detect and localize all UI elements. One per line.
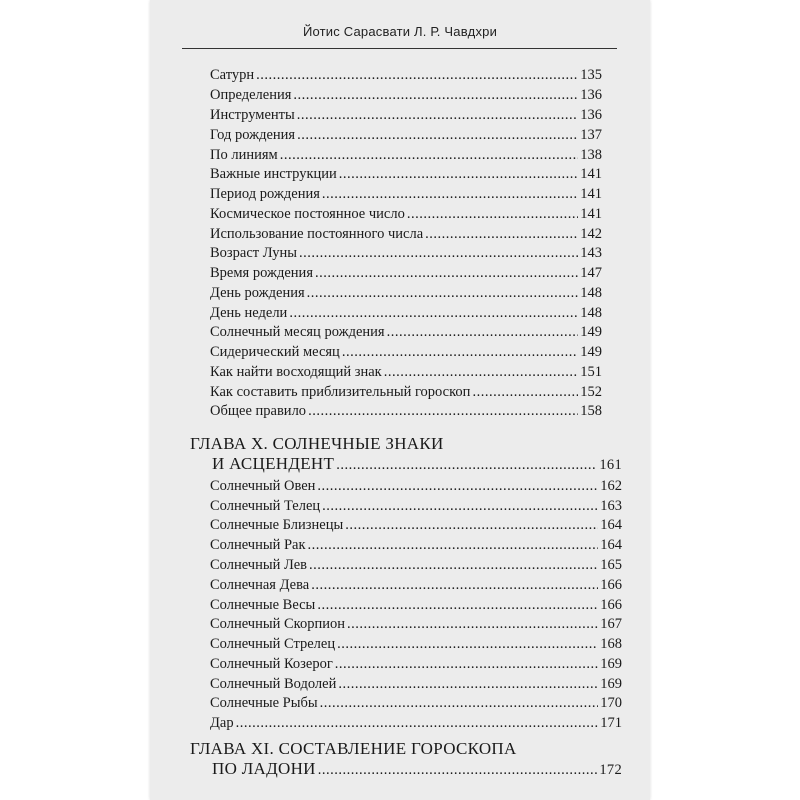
toc-entry xyxy=(210,516,622,535)
leader-dots xyxy=(317,477,598,496)
toc-entry-label: Год рождения xyxy=(210,127,296,143)
toc-entry-page: 170 xyxy=(600,695,622,711)
toc-entry-label: Сидерический месяц xyxy=(210,344,340,360)
toc-entry xyxy=(210,126,602,145)
toc-entry xyxy=(210,477,622,496)
toc-entry-page: 149 xyxy=(580,324,602,340)
toc-entry xyxy=(210,244,602,263)
leader-dots xyxy=(384,363,579,382)
toc-entry xyxy=(210,343,602,362)
leader-dots xyxy=(309,556,598,575)
toc-entry-label: По линиям xyxy=(210,147,278,163)
toc-entry xyxy=(210,66,602,85)
leader-dots xyxy=(342,343,578,362)
toc-entry-page: 164 xyxy=(600,537,622,553)
toc-entry-page: 162 xyxy=(600,478,622,494)
toc-entry xyxy=(210,106,602,125)
toc-entry-label: Солнечные Весы xyxy=(210,597,316,613)
toc-entry xyxy=(210,225,602,244)
toc-entry-page: 151 xyxy=(580,364,602,380)
leader-dots xyxy=(256,66,578,85)
toc-entry xyxy=(210,402,602,421)
leader-dots xyxy=(307,284,579,303)
toc-entry-label: Инструменты xyxy=(210,107,295,123)
toc-entry-page: 158 xyxy=(580,403,602,419)
toc-entry-label: Солнечный Лев xyxy=(210,557,307,573)
toc-entry-page: 167 xyxy=(600,616,622,632)
toc-entry-page: 164 xyxy=(600,517,622,533)
leader-dots xyxy=(345,516,598,535)
toc-entry-page: 141 xyxy=(580,166,602,182)
toc-entry-label: Солнечный Рак xyxy=(210,537,306,553)
chapter-x-heading xyxy=(212,454,622,474)
toc-entry xyxy=(210,615,622,634)
leader-dots xyxy=(297,126,578,145)
toc-entry-label: Определения xyxy=(210,87,292,103)
toc-entry-label: Солнечный Телец xyxy=(210,498,321,514)
chapter-xi-title-line2: ПО ЛАДОНИ xyxy=(212,759,316,778)
toc-entry xyxy=(210,165,602,184)
leader-dots xyxy=(308,402,578,421)
toc-entry-page: 169 xyxy=(600,656,622,672)
chapter-xi-title-line1: ГЛАВА XI. СОСТАВЛЕНИЕ ГОРОСКОПА xyxy=(190,739,517,758)
toc-entry-label: Солнечный Водолей xyxy=(210,676,337,692)
toc-entry xyxy=(210,185,602,204)
toc-entry-label: День рождения xyxy=(210,285,305,301)
toc-entry xyxy=(210,596,622,615)
chapter-xi-heading xyxy=(212,759,622,779)
toc-entry-page: 163 xyxy=(600,498,622,514)
toc-entry xyxy=(210,714,622,733)
toc-entry-page: 152 xyxy=(580,384,602,400)
leader-dots xyxy=(280,146,579,165)
leader-dots xyxy=(318,760,598,780)
toc-entry-page: 136 xyxy=(580,107,602,123)
leader-dots xyxy=(337,635,598,654)
toc-entry-label: Солнечный Скорпион xyxy=(210,616,345,632)
toc-entry-page: 148 xyxy=(580,285,602,301)
leader-dots xyxy=(293,86,578,105)
chapter-x-title-line1: ГЛАВА X. СОЛНЕЧНЫЕ ЗНАКИ xyxy=(190,434,444,453)
leader-dots xyxy=(308,536,599,555)
toc-entry-label: Период рождения xyxy=(210,186,320,202)
toc-entry-page: 148 xyxy=(580,305,602,321)
toc-entry-page: 135 xyxy=(580,67,602,83)
leader-dots xyxy=(315,264,578,283)
leader-dots xyxy=(387,323,579,342)
leader-dots xyxy=(322,497,598,516)
toc-entry xyxy=(210,635,622,654)
toc-entry xyxy=(210,146,602,165)
toc-entry-label: Важные инструкции xyxy=(210,166,337,182)
toc-entry xyxy=(210,694,622,713)
toc-entry-page: 165 xyxy=(600,557,622,573)
leader-dots xyxy=(339,165,578,184)
leader-dots xyxy=(311,576,598,595)
toc-entry-label: Солнечные Близнецы xyxy=(210,517,344,533)
header-rule xyxy=(182,48,617,49)
chapter-xi-page: 172 xyxy=(599,762,622,778)
toc-entry-label: День недели xyxy=(210,305,288,321)
toc-entry-label: Солнечная Дева xyxy=(210,577,310,593)
toc-entry xyxy=(210,363,602,382)
toc-entry-label: Время рождения xyxy=(210,265,313,281)
toc-entry xyxy=(210,264,602,283)
toc-entry-page: 141 xyxy=(580,206,602,222)
toc-entry xyxy=(210,536,622,555)
toc-entry-page: 136 xyxy=(580,87,602,103)
toc-entry-page: 171 xyxy=(600,715,622,731)
leader-dots xyxy=(425,225,578,244)
toc-entry xyxy=(210,304,602,323)
toc-entry-label: Как составить приблизительный гороскоп xyxy=(210,384,471,400)
toc-entry-label: Солнечный Стрелец xyxy=(210,636,336,652)
toc-entry-page: 137 xyxy=(580,127,602,143)
toc-entry-page: 166 xyxy=(600,597,622,613)
toc-entry-page: 169 xyxy=(600,676,622,692)
book-page xyxy=(150,0,650,800)
toc-entry-page: 149 xyxy=(580,344,602,360)
leader-dots xyxy=(297,106,579,125)
running-header: Йотис Сарасвати Л. Р. Чавдхри xyxy=(302,24,498,39)
chapter-x-title-line2: И АСЦЕНДЕНТ xyxy=(212,454,335,473)
toc-entry-label: Возраст Луны xyxy=(210,245,297,261)
toc-entry-label: Сатурн xyxy=(210,67,255,83)
toc-entry-page: 143 xyxy=(580,245,602,261)
toc-entry xyxy=(210,655,622,674)
toc-entry-label: Солнечный Овен xyxy=(210,478,316,494)
toc-entry-page: 166 xyxy=(600,577,622,593)
toc-entry xyxy=(210,284,602,303)
toc-entry xyxy=(210,497,622,516)
leader-dots xyxy=(335,655,598,674)
toc-entry-label: Использование постоянного числа xyxy=(210,226,424,242)
toc-entry-page: 147 xyxy=(580,265,602,281)
toc-entry-label: Солнечный месяц рождения xyxy=(210,324,385,340)
toc-entry-page: 168 xyxy=(600,636,622,652)
toc-entry-page: 141 xyxy=(580,186,602,202)
leader-dots xyxy=(336,455,597,475)
toc-entry xyxy=(210,323,602,342)
toc-entry xyxy=(210,675,622,694)
toc-entry xyxy=(210,86,602,105)
toc-entry-label: Солнечные Рыбы xyxy=(210,695,318,711)
toc-entry-page: 138 xyxy=(580,147,602,163)
leader-dots xyxy=(322,185,578,204)
toc-entry-label: Дар xyxy=(210,715,234,731)
toc-entry-label: Как найти восходящий знак xyxy=(210,364,382,380)
toc-entry-label: Общее правило xyxy=(210,403,307,419)
toc-entry xyxy=(210,383,602,402)
chapter-x-page: 161 xyxy=(599,457,622,473)
toc-entry-label: Космическое постоянное число xyxy=(210,206,405,222)
toc-entry xyxy=(210,576,622,595)
leader-dots xyxy=(320,694,599,713)
leader-dots xyxy=(407,205,578,224)
leader-dots xyxy=(472,383,578,402)
leader-dots xyxy=(236,714,599,733)
toc-entry-page: 142 xyxy=(580,226,602,242)
leader-dots xyxy=(347,615,598,634)
leader-dots xyxy=(338,675,598,694)
toc-entry xyxy=(210,205,602,224)
leader-dots xyxy=(289,304,578,323)
leader-dots xyxy=(317,596,598,615)
toc-entry-label: Солнечный Козерог xyxy=(210,656,333,672)
leader-dots xyxy=(299,244,578,263)
toc-entry xyxy=(210,556,622,575)
